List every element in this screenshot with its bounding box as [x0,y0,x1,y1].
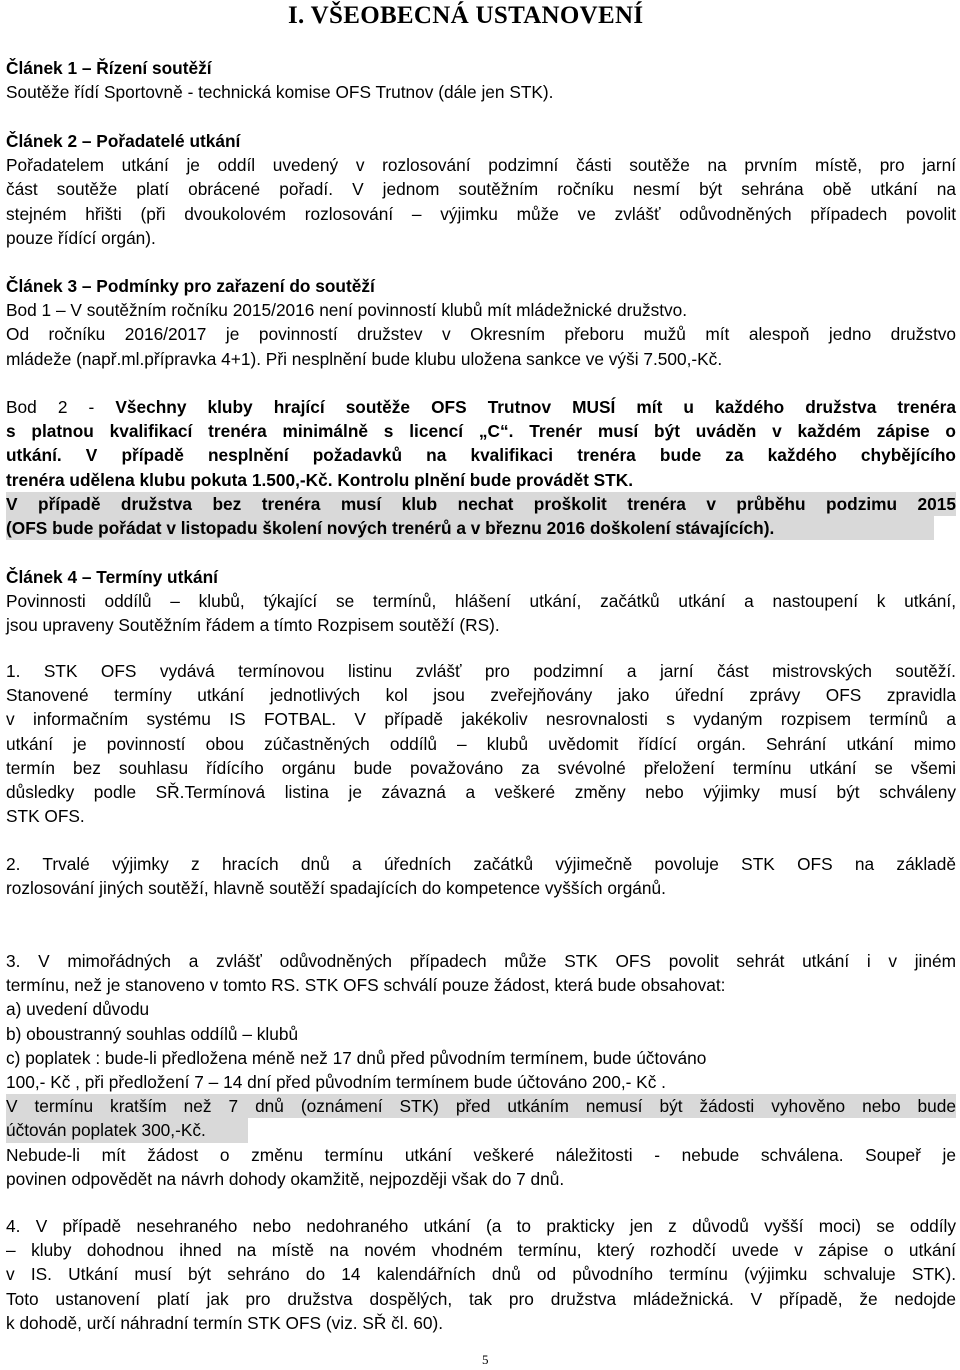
article-4 [6,565,956,638]
paragraph-line: pouze řídící orgán). [6,227,156,248]
paragraph-line: povinen odpovědět na návrh dohody okamžitě, nejpozději však do 7 dnů. [6,1168,565,1189]
paragraph-line: mládeže (např.ml.přípravka 4+1). Při nesplnění bude klubu uložena sankce ve výši 7.500,-Kč. [6,348,723,369]
paragraph-line: utkání je povinností obou zúčastněných oddílů – klubů uvědomit řídící orgán. Sehrání utkání mimo [6,733,956,754]
paragraph-line: v informačním systému IS FOTBAL. V případě jakékoliv nesrovnalosti s vydaným rozpisem termínů a [6,709,956,730]
highlighted-line: V případě družstva bez trenéra musí klub nechat proškolit trenéra v průběhu podzimu 2015 [6,492,956,516]
paragraph-line: trenéra udělena klubu pokuta 1.500,-Kč. Kontrolu plnění bude provádět STK. [6,469,634,490]
paragraph-line: část soutěže platí obrácené pořadí. V jednom soutěžním ročníku nesmí být sehrána obě utkání na [6,179,956,200]
paragraph-line: utkání. V případě nesplnění požadavků na kvalifikaci trenéra bude za každého chybějícího [6,445,956,466]
section-heading: I. VŠEOBECNÁ USTANOVENÍ [288,2,644,29]
article-4-item-4 [6,1214,956,1335]
highlighted-line: účtován poplatek 300,-Kč. [6,1118,248,1142]
paragraph-line: 2. Trvalé výjimky z hracích dnů a úředních začátků výjimečně povoluje STK OFS na základě [6,854,956,874]
paragraph-line: k dohodě, určí náhradní termín STK OFS (viz. SŘ čl. 60). [6,1312,444,1333]
article-title: Článek 1 – Řízení soutěží [6,58,212,78]
article-4-item-2 [6,852,956,900]
article-3-highlight [6,492,956,540]
paragraph-line: rozlosování jiných soutěží, hlavně soutěží spadajících do kompetence vyšších orgánů. [6,878,666,899]
article-4-item-3 [6,949,956,1191]
highlighted-line: V termínu kratším než 7 dnů (oznámení STK) před utkáním nemusí být žádosti vyhověno nebo bude [6,1094,956,1118]
paragraph-line [6,395,956,419]
paragraph-line: termín bez souhlasu řídícího orgánu bude považováno za svévolné přeložení termínu utkání se všemi [6,757,956,778]
highlighted-line: (OFS bude pořádat v listopadu školení nových trenérů a v březnu 2016 doškolení stávajících). [6,516,934,540]
paragraph-line: 100,- Kč , při předložení 7 – 14 dní před původním termínem bude účtováno 200,- Kč . [6,1071,666,1092]
paragraph-line: Bod 1 – V soutěžním ročníku 2015/2016 není povinností klubů mít mládežnické družstvo. [6,300,688,321]
paragraph-line: s platnou kvalifikací trenéra minimálně s licencí „C“. Trenér musí být uváděn v každém zápise o [6,421,956,442]
article-title: Článek 2 – Pořadatelé utkání [6,131,241,151]
paragraph-line: 3. V mimořádných a zvlášť odůvodněných případech může STK OFS povolit sehrát utkání i v jiném [6,951,956,971]
article-3 [6,274,956,371]
paragraph-line: Nebude-li mít žádost o změnu termínu utkání veškeré náležitosti - nebude schválena. Soupeř je [6,1144,956,1165]
list-item: b) oboustranný souhlas oddílů – klubů [6,1023,299,1044]
article-4-item-1 [6,659,956,828]
article-1 [6,56,956,104]
paragraph-line: Od ročníku 2016/2017 je povinností družstev v Okresním přeboru mužů mít alespoň jedno družstvo [6,324,956,345]
article-2 [6,129,956,250]
point-label: Bod 2 - [6,397,116,417]
paragraph-line: STK OFS. [6,806,85,827]
paragraph-line: Povinnosti oddílů – klubů, týkající se termínů, hlášení utkání, začátků utkání a nastoupení k utkání, [6,591,956,612]
paragraph-line: v IS. Utkání musí být sehráno do 14 kalendářních dnů od původního termínu (výjimku schvaluje STK). [6,1264,956,1285]
paragraph-line: – kluby dohodnou ihned na místě na novém vhodném termínu, který rozhodčí uvede v zápise o utkání [6,1240,956,1261]
paragraph-line: 1. STK OFS vydává termínovou listinu zvlášť pro podzimní a jarní část mistrovských soutěží. [6,661,956,681]
paragraph-line: jsou upraveny Soutěžním řádem a tímto Rozpisem soutěží (RS). [6,615,500,636]
article-3-point-2 [6,395,956,492]
list-item: a) uvedení důvodu [6,999,150,1020]
paragraph-line: termínu, než je stanoveno v tomto RS. STK OFS schválí pouze žádost, která bude obsahovat: [6,975,726,996]
paragraph-line: důsledky podle SŘ.Termínová listina je závazná a veškeré změny nebo výjimky musí být schváleny [6,781,956,802]
article-title: Článek 3 – Podmínky pro zařazení do soutěží [6,276,375,296]
paragraph-line: Toto ustanovení platí jak pro družstva dospělých, tak pro družstva mládežnická. V případě, že nedojde [6,1288,956,1309]
page-number: 5 [482,1352,489,1367]
paragraph-line: stejném hřišti (při dvoukolovém rozlosování – výjimku může ve zvlášť odůvodněných případech povolit [6,203,956,224]
list-item: c) poplatek : bude-li předložena méně než 17 dnů před původním termínem, bude účtováno [6,1047,707,1068]
paragraph-line: 4. V případě nesehraného nebo nedohraného utkání (a to prakticky jen z důvodů vyšší moci) se oddíly [6,1216,956,1236]
paragraph-line: Stanovené termíny utkání jednotlivých kol jsou zveřejňovány jako úřední zprávy OFS zpravidla [6,685,956,706]
paragraph-line: Soutěže řídí Sportovně - technická komise OFS Trutnov (dále jen STK). [6,82,554,103]
bold-text: Všechny kluby hrající soutěže OFS Trutnov MUSÍ mít u každého družstva trenéra [115,397,956,417]
paragraph-line: Pořadatelem utkání je oddíl uvedený v rozlosování podzimní části soutěže na prvním místě, pro jarní [6,155,956,176]
article-title: Článek 4 – Termíny utkání [6,567,218,587]
